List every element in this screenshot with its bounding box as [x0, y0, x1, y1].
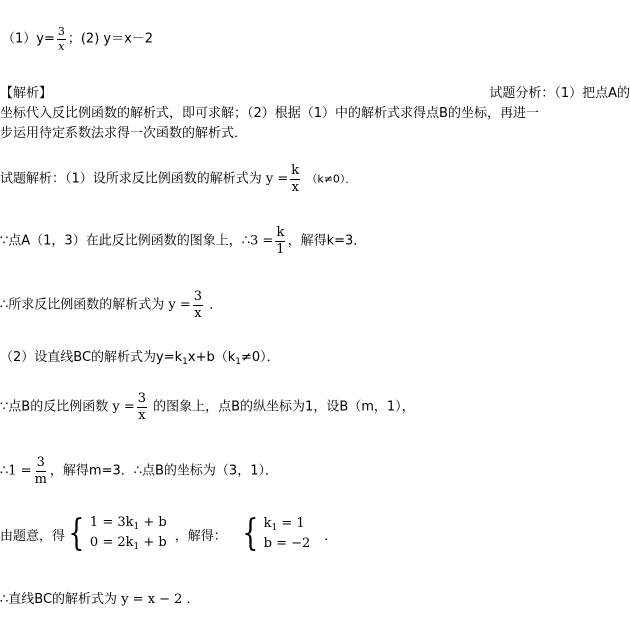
answer-frac-num: 3	[57, 25, 65, 38]
sol-l8-eq: y = x − 2	[121, 592, 183, 607]
sol-l4-sub1: 1	[182, 357, 188, 367]
sol-l5-y: y =	[112, 399, 135, 415]
equation-system-2	[239, 515, 311, 554]
sys2-row1-b: = 1	[277, 515, 305, 531]
sol-l1-cond: （k≠0）．	[306, 172, 357, 186]
solution-line-1	[0, 164, 356, 194]
sys2-row1-a: k	[263, 515, 272, 531]
sol-l6-result: ，解得m=3．∴点B的坐标为（3，1）．	[49, 463, 278, 479]
sys1-row2	[90, 534, 167, 554]
solution-line-4	[0, 346, 280, 367]
sol-l2-num: k	[276, 225, 285, 240]
sol-l2-result: ，解得k=3．	[287, 233, 367, 249]
sol-l4-text2: x+b（k	[187, 350, 236, 365]
analysis-line3: 步运用待定系数法求得一次函数的解析式．	[0, 126, 248, 141]
sol-l6-therefore: ∴	[0, 463, 9, 479]
answer-part1: （1）y=	[2, 31, 55, 47]
equation-system-1	[65, 514, 167, 554]
sol-l5-text2: 的图象上，点B的纵坐标为1，设B（m，1），	[153, 399, 415, 415]
analysis-block	[0, 84, 630, 144]
sol-l3-num: 3	[193, 289, 203, 304]
solution-line-3	[0, 290, 222, 320]
sys2-row2: b = −2	[263, 535, 311, 551]
solution-line-5	[0, 392, 415, 422]
sys1-row2-b: + b	[139, 535, 167, 551]
sol-l7-end: ．	[324, 528, 338, 544]
sys2-row1-sub: 1	[271, 522, 278, 533]
sol-l1-num: k	[291, 163, 300, 178]
sol-l8-text: ∴直线BC的解析式为	[0, 592, 118, 607]
sys1-row1-b: + b	[139, 515, 167, 530]
sol-l6-eq: 1 =	[8, 463, 32, 479]
sol-l1-fraction	[290, 164, 300, 194]
sys1-row2-sub: 1	[133, 542, 140, 553]
sol-l7-text2: ，解得：	[174, 528, 227, 544]
sol-l1-y: y =	[265, 171, 289, 187]
analysis-line2: 坐标代入反比例函数的解析式，即可求解；（2）根据（1）中的解析式求得点B的坐标，再进一	[0, 106, 539, 121]
sys1-row1	[90, 514, 167, 534]
sol-l6-fraction	[34, 456, 48, 486]
sol-l2-text: ∵点A（1，3）在此反比例函数的图象上，∴	[0, 233, 250, 249]
solution-line-2	[0, 226, 366, 256]
answer-part2: ；(2) y＝x－2	[67, 31, 154, 47]
sol-l5-num: 3	[137, 391, 146, 406]
sys1-row1-a: 1 = 3k	[89, 515, 134, 530]
sol-l5-text: ∵点B的反比例函数	[0, 399, 109, 415]
sol-l1-den: x	[291, 179, 299, 195]
answer-frac-den: x	[58, 39, 65, 53]
sol-l4-sub2: 1	[235, 357, 241, 367]
left-brace-icon: {	[68, 513, 85, 555]
sol-l2-den: 1	[276, 241, 285, 257]
sol-l3-den: x	[194, 305, 202, 321]
analysis-header: 【解析】	[0, 86, 53, 101]
solution-line-6	[0, 456, 278, 486]
sol-l1-text: 试题解析：（1）设所求反比例函数的解析式为	[0, 171, 262, 187]
sol-l8-end: ．	[186, 592, 200, 607]
sol-l3-y: y =	[168, 297, 191, 313]
sol-l6-num: 3	[36, 455, 45, 470]
sol-l3-text: ∴所求反比例函数的解析式为	[0, 297, 165, 313]
sol-l3-end: ．	[209, 297, 223, 313]
sol-l5-fraction	[137, 392, 147, 422]
answer-line	[2, 26, 153, 52]
left-brace-icon: {	[242, 513, 259, 555]
solution-line-8	[0, 588, 200, 607]
sol-l7-text: 由题意，得	[0, 528, 66, 544]
sol-l3-fraction	[193, 290, 203, 320]
analysis-intro: 试题分析：（1）把点A的	[489, 86, 630, 101]
sol-l2-eq: 3 =	[249, 233, 274, 249]
sol-l4-text3: ≠0）．	[241, 350, 280, 365]
sol-l4-text: （2）设直线BC的解析式为y=k	[0, 350, 183, 365]
answer-fraction	[57, 26, 66, 52]
sys1-row2-a: 0 = 2k	[89, 535, 134, 551]
sys1-row1-sub: 1	[133, 522, 140, 532]
sol-l2-fraction	[275, 226, 285, 256]
sys2-row1	[264, 515, 311, 535]
sol-l5-den: x	[138, 407, 146, 423]
solution-line-7	[0, 514, 337, 554]
sol-l6-den: m	[34, 471, 47, 487]
